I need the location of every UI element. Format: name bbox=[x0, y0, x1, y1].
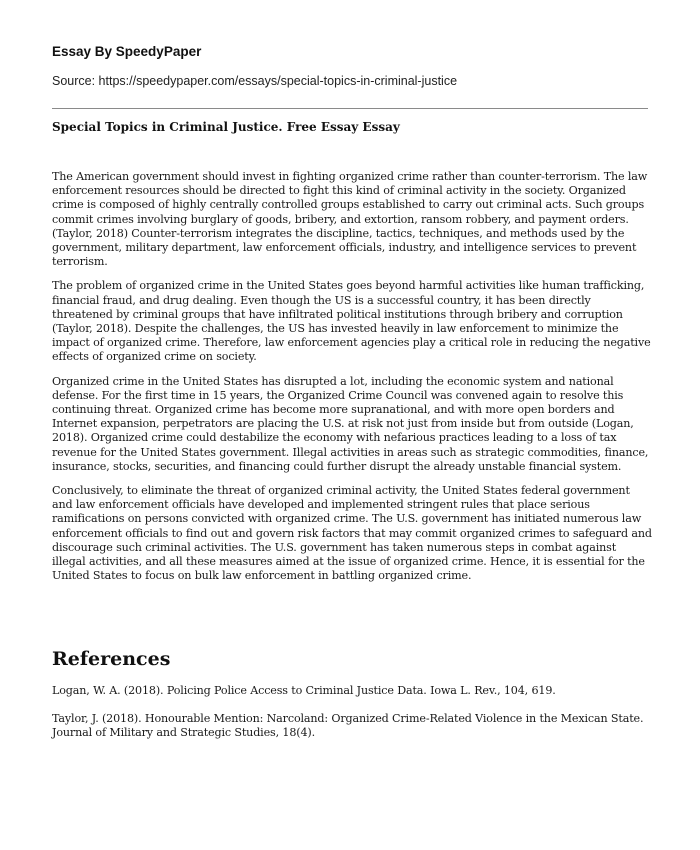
reference-item: Taylor, J. (2018). Honourable Mention: Narcoland: Organized Crime-Related Violence in the Mexican State. Journal of Military and Strategic Studies, 18(4). bbox=[52, 712, 644, 740]
reference-item: Logan, W. A. (2018). Policing Police Access to Criminal Justice Data. Iowa L. Rev., 104, 619. bbox=[52, 684, 556, 697]
source-line: Source: https://speedypaper.com/essays/special-topics-in-criminal-justice bbox=[52, 74, 458, 88]
references-heading: References bbox=[52, 648, 171, 670]
essay-paragraph: The problem of organized crime in the United States goes beyond harmful activities like human trafficking, financial fraud, and drug dealing. Even though the US is a successful country, it has been directly threatened by criminal groups that have infiltrated political institutions through bribery and corruption (Taylor, 2018). Despite the challenges, the US has invested heavily in law enforcement to minimize the impact of organized crime. Therefore, law enforcement agencies play a critical role in reducing the negative effects of organized crime on society. bbox=[52, 279, 651, 364]
essay-paragraph: Conclusively, to eliminate the threat of organized criminal activity, the United States federal government and law enforcement officials have developed and implemented stringent rules that place serious ramifications on persons convicted with organized crime. The U.S. government has initiated numerous law enforcement officials to find out and govern risk factors that may commit organized crimes to safeguard and discourage such criminal activities. The U.S. government has taken numerous steps in combat against illegal activities, and all these measures aimed at the issue of organized crime. Hence, it is essential for the United States to focus on bulk law enforcement in battling organized crime. bbox=[52, 484, 652, 583]
essay-body bbox=[52, 170, 652, 593]
essay-paragraph: The American government should invest in fighting organized crime rather than counter-terrorism. The law enforcement resources should be directed to fight this kind of criminal activity in the society. Organized crime is composed of highly centrally controlled groups established to carry out criminal acts. Such groups commit crimes involving burglary of goods, bribery, and extortion, ransom robbery, and payment orders. (Taylor, 2018) Counter-terrorism integrates the discipline, tactics, techniques, and methods used by the government, military department, law enforcement officials, industry, and intelligence services to prevent terrorism. bbox=[52, 170, 648, 269]
essay-title: Special Topics in Criminal Justice. Free Essay Essay bbox=[52, 120, 400, 134]
header-divider bbox=[52, 108, 648, 109]
essay-brand: Essay By SpeedyPaper bbox=[52, 44, 202, 59]
essay-paragraph: Organized crime in the United States has disrupted a lot, including the economic system and national defense. For the first time in 15 years, the Organized Crime Council was convened again to resolve this continuing threat. Organized crime has become more supranational, and with more open borders and Internet expansion, perpetrators are placing the U.S. at risk not just from inside but from outside (Logan, 2018). Organized crime could destabilize the economy with nefarious practices leading to a loss of tax revenue for the United States government. Illegal activities in areas such as strategic commodities, finance, insurance, stocks, securities, and financing could further disrupt the already unstable financial system. bbox=[52, 374, 649, 473]
